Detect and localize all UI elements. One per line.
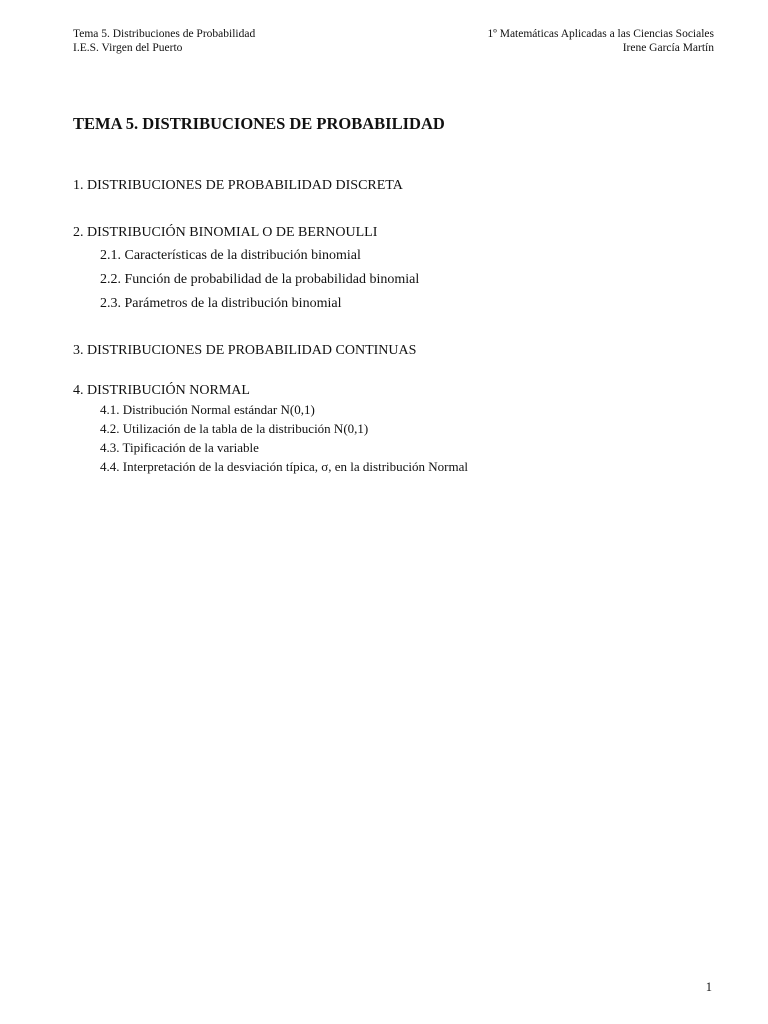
subsection-4-2: 4.2. Utilización de la tabla de la distribución N(0,1) [100, 421, 369, 436]
header-topic: Tema 5. Distribuciones de Probabilidad [73, 28, 256, 40]
section-heading-2: 2. DISTRIBUCIÓN BINOMIAL O DE BERNOULLI [73, 225, 378, 240]
section-heading-4: 4. DISTRIBUCIÓN NORMAL [73, 383, 250, 398]
header-author: Irene García Martín [622, 42, 714, 54]
subsection-2-2: 2.2. Función de probabilidad de la probabilidad binomial [100, 272, 420, 287]
page-number: 1 [705, 980, 712, 994]
subsection-2-3: 2.3. Parámetros de la distribución binomial [100, 296, 342, 311]
header-school: I.E.S. Virgen del Puerto [73, 42, 183, 54]
subsection-2-1: 2.1. Características de la distribución binomial [100, 248, 361, 263]
subsection-4-1: 4.1. Distribución Normal estándar N(0,1) [100, 402, 315, 417]
header-course: 1º Matemáticas Aplicadas a las Ciencias Sociales [487, 28, 714, 40]
page-header-line-1 [73, 27, 714, 41]
section-heading-3: 3. DISTRIBUCIONES DE PROBABILIDAD CONTINUAS [73, 343, 417, 358]
page-header-line-2 [73, 41, 714, 55]
section-heading-1: 1. DISTRIBUCIONES DE PROBABILIDAD DISCRETA [73, 178, 403, 193]
subsection-4-4: 4.4. Interpretación de la desviación típica, σ, en la distribución Normal [100, 459, 468, 474]
subsection-4-3: 4.3. Tipificación de la variable [100, 440, 259, 455]
document-title: TEMA 5. DISTRIBUCIONES DE PROBABILIDAD [73, 114, 445, 133]
